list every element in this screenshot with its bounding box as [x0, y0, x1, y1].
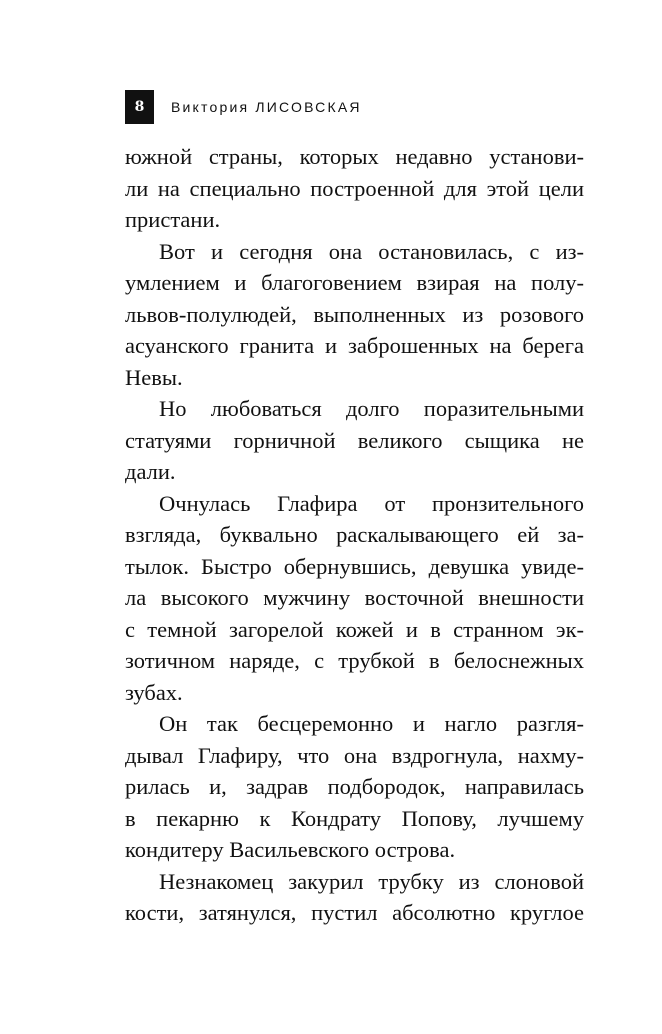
text-line: взгляда, буквально раскалывающего ей за- — [125, 522, 584, 547]
text-line: львов-полулюдей, выполненных из розового — [125, 301, 584, 327]
text-line: статуями горничной великого сыщика не — [125, 427, 584, 453]
running-head: Виктория ЛИСОВСКАЯ — [171, 99, 362, 115]
text-line: зотичном наряде, с трубкой в белоснежных — [125, 648, 584, 673]
text-line: в пекарню к Кондрату Попову, лучшему — [125, 805, 584, 831]
text-line: дывал Глафиру, что она вздрогнула, нахму- — [125, 742, 584, 768]
text-line: южной страны, которых недавно установи- — [125, 144, 584, 169]
text-line: ла высокого мужчину восточной внешности — [125, 585, 584, 610]
text-line: рилась и, задрав подбородок, направилась — [125, 774, 584, 799]
text-line: кондитеру Васильевского острова. — [125, 837, 456, 862]
text-line: ли на специально построенной для этой цели — [125, 175, 584, 201]
text-line: Он так бесцеремонно и нагло разгля- — [159, 711, 584, 736]
text-line: кости, затянулся, пустил абсолютно круглое — [125, 900, 584, 925]
text-line: зубах. — [125, 679, 183, 705]
text-line: Незнакомец закурил трубку из слоновой — [159, 868, 584, 894]
text-line: асуанского гранита и заброшенных на берега — [125, 333, 584, 358]
text-line: Но любоваться долго поразительными — [159, 396, 584, 421]
page-number: 8 — [125, 90, 154, 124]
text-line: умлением и благоговением взирая на полу- — [125, 270, 584, 295]
text-line: с темной загорелой кожей и в странном эк- — [125, 616, 584, 642]
body-text — [125, 141, 584, 929]
page-header — [125, 90, 362, 124]
text-line: Очнулась Глафира от пронзительного — [159, 490, 584, 516]
text-line: тылок. Быстро обернувшись, девушка увиде- — [125, 553, 584, 579]
text-line: Вот и сегодня она остановилась, с из- — [159, 238, 584, 264]
text-line: дали. — [125, 459, 176, 484]
text-line: Невы. — [125, 364, 183, 390]
text-line: пристани. — [125, 207, 221, 232]
